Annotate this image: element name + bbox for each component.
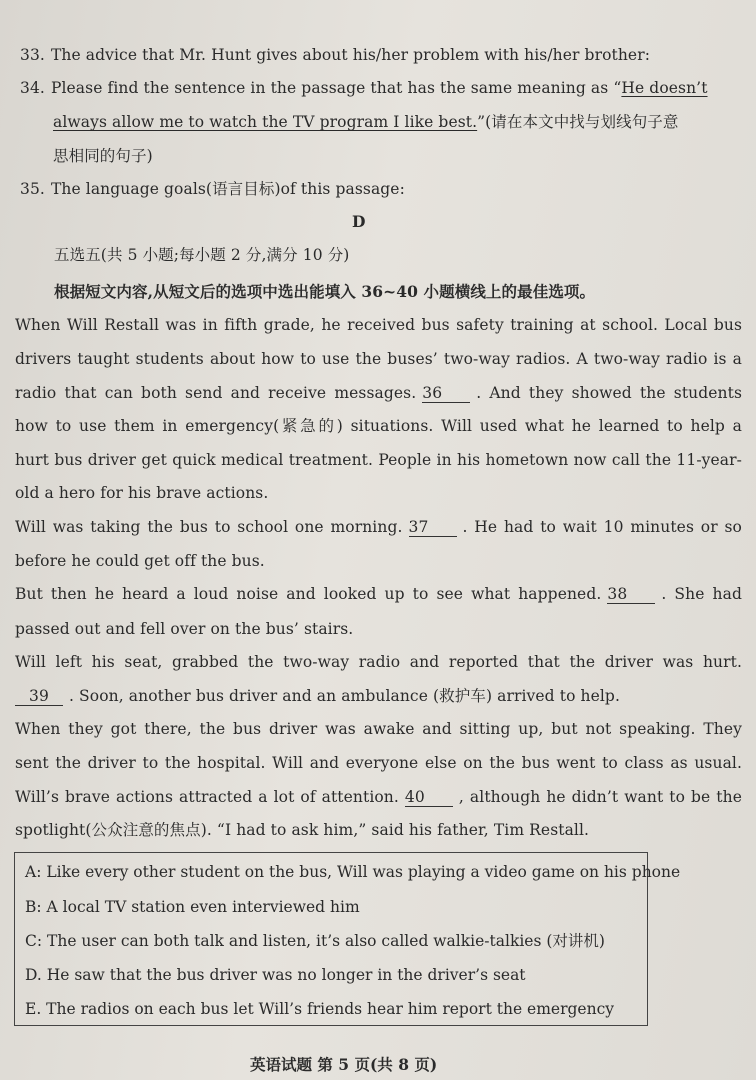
passage-line: But then he heard a loud noise and looked up to see what happened. 38 . She had — [15, 585, 742, 603]
question-34-line3: 思相同的句子) — [53, 147, 153, 165]
section-title: 五选五(共 5 小题;每小题 2 分,满分 10 分) — [54, 246, 350, 264]
blank-38: 38 — [607, 585, 655, 604]
section-instruction: 根据短文内容,从短文后的选项中选出能填入 36~40 小题横线上的最佳选项。 — [54, 282, 596, 301]
option-b: B: A local TV station even interviewed him — [25, 898, 360, 916]
underlined-sentence-cont: always allow me to watch the TV program I like best. — [53, 113, 478, 131]
passage-line: hurt bus driver get quick medical treatment. People in his hometown now call the 11-year- — [15, 451, 742, 469]
options-box — [14, 852, 681, 1026]
passage-line: When they got there, the bus driver was awake and sitting up, but not speaking. They — [15, 720, 742, 738]
passage-line: before he could get off the bus. — [15, 552, 265, 570]
passage-line: radio that can both send and receive messages. 36 . And they showed the students — [15, 384, 742, 402]
question-34-line2: always allow me to watch the TV program I like best.”(请在本文中找与划线句子意 — [53, 113, 679, 131]
passage-line: passed out and fell over on the bus’ stairs. — [15, 620, 354, 638]
option-e: E. The radios on each bus let Will’s friends hear him report the emergency — [25, 1000, 615, 1018]
passage-line: Will was taking the bus to school one morning. 37 . He had to wait 10 minutes or so — [15, 518, 742, 536]
passage-line: how to use them in emergency(紧急的) situations. Will used what he learned to help a — [15, 417, 742, 435]
passage-line: Will’s brave actions attracted a lot of attention. 40 , although he didn’t want to be the — [15, 788, 742, 806]
blank-37: 37 — [409, 518, 457, 537]
question-35: 35. The language goals(语言目标)of this passage: — [20, 180, 405, 198]
passage-line: 39 . Soon, another bus driver and an ambulance (救护车) arrived to help. — [15, 686, 620, 706]
passage-line: Will left his seat, grabbed the two-way radio and reported that the driver was hurt. — [15, 653, 742, 671]
section-letter: D — [352, 212, 366, 231]
question-34: 34. Please find the sentence in the passage that has the same meaning as “He doesn’t — [20, 79, 708, 97]
passage-line: sent the driver to the hospital. Will and everyone else on the bus went to class as usual. — [15, 754, 742, 772]
passage-line: When Will Restall was in fifth grade, he received bus safety training at school. Local bus — [15, 316, 742, 334]
passage-line: drivers taught students about how to use the buses’ two-way radios. A two-way radio is a — [15, 350, 742, 368]
passage-line: old a hero for his brave actions. — [15, 484, 269, 502]
option-d: D. He saw that the bus driver was no longer in the driver’s seat — [25, 966, 526, 984]
option-c: C: The user can both talk and listen, it’s also called walkie-talkies (对讲机) — [25, 932, 605, 950]
passage-line: spotlight(公众注意的焦点). “I had to ask him,” said his father, Tim Restall. — [15, 821, 590, 839]
question-33: 33. The advice that Mr. Hunt gives about his/her problem with his/her brother: — [20, 46, 651, 64]
blank-39: 39 — [15, 687, 63, 706]
page-footer: 英语试题 第 5 页(共 8 页) — [250, 1055, 438, 1074]
blank-36: 36 — [422, 384, 470, 403]
blank-40: 40 — [405, 788, 453, 807]
option-a: A: Like every other student on the bus, Will was playing a video game on his phone — [25, 863, 681, 881]
underlined-sentence: He doesn’t — [621, 79, 708, 97]
